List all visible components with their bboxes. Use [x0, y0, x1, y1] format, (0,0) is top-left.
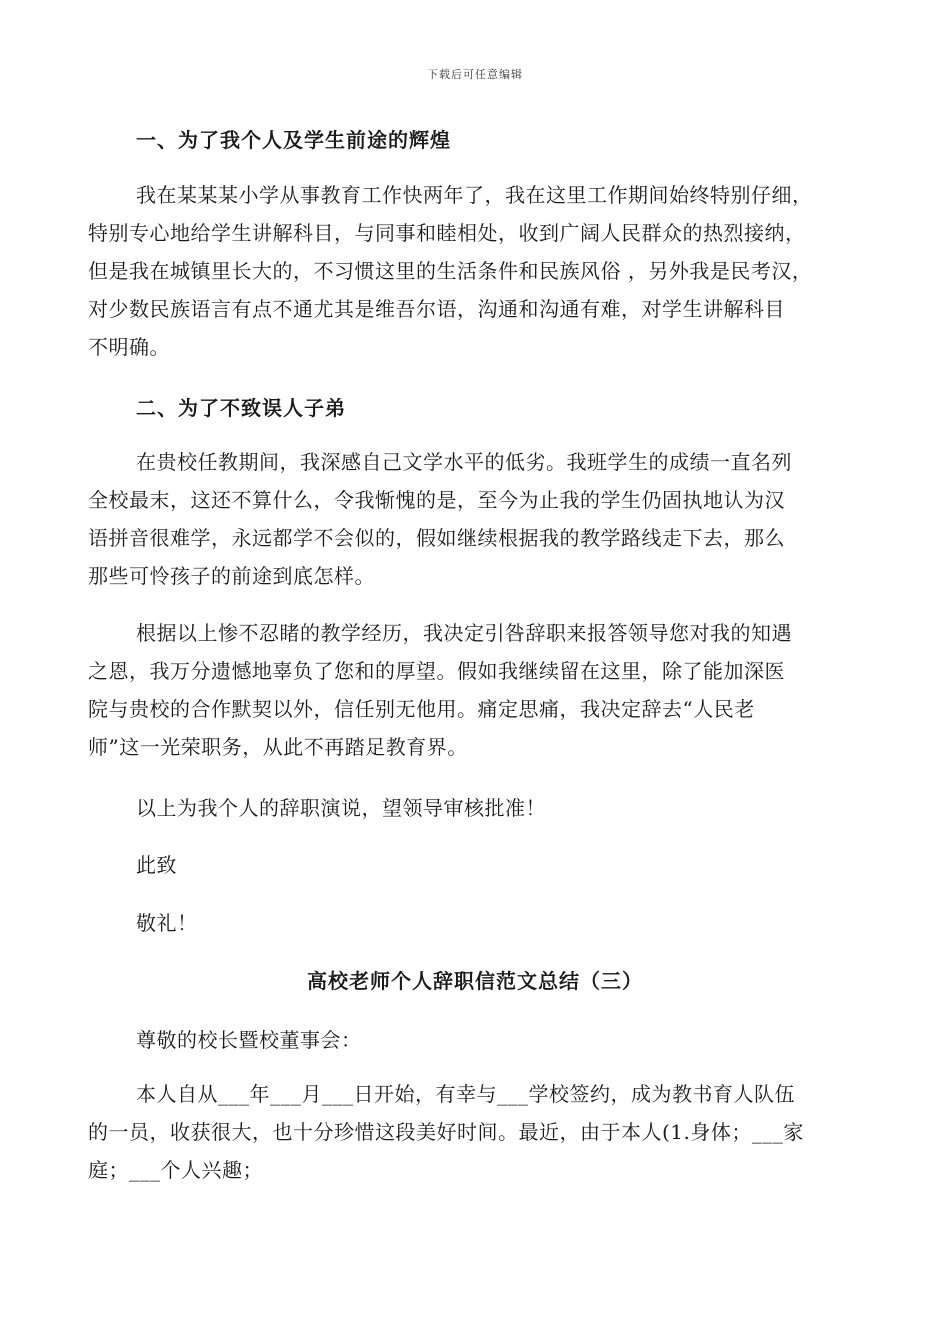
paragraph-line: 的一员，收获很大，也十分珍惜这段美好时间。最近，由于本人(1.身体；___家	[88, 1120, 804, 1144]
paragraph-line: 全校最末，这还不算什么，令我惭愧的是，至今为止我的学生仍固执地认为汉	[88, 488, 785, 512]
section3-title: 高校老师个人辞职信范文总结（三）	[307, 969, 643, 993]
section3-paragraph	[88, 1075, 868, 1189]
paragraph-line: 庭；___个人兴趣；	[88, 1158, 263, 1182]
section1-heading: 一、为了我个人及学生前途的辉煌	[136, 128, 451, 152]
paragraph-line: 师”这一光荣职务，从此不再踏足教育界。	[88, 735, 468, 759]
section2-heading: 二、为了不致误人子弟	[136, 396, 346, 420]
paragraph-line: 那些可怜孩子的前途到底怎样。	[88, 564, 375, 588]
closing-request: 以上为我个人的辞职演说，望领导审核批准！	[136, 796, 546, 820]
salutation-jing-li: 敬礼！	[136, 911, 198, 935]
paragraph-line: 根据以上惨不忍睹的教学经历，我决定引咎辞职来报答领导您对我的知遇	[136, 621, 792, 645]
paragraph-line: 特别专心地给学生讲解科目，与同事和睦相处，收到广阔人民群众的热烈接纳，	[88, 221, 806, 245]
paragraph-line: 院与贵校的合作默契以外，信任别无他用。痛定思痛，我决定辞去“人民老	[88, 697, 755, 721]
section1-paragraph	[88, 176, 868, 366]
letter-greeting: 尊敬的校长暨校董事会：	[136, 1028, 362, 1052]
paragraph-line: 在贵校任教期间，我深感自己文学水平的低劣。我班学生的成绩一直名列	[136, 450, 792, 474]
paragraph-line: 我在某某某小学从事教育工作快两年了，我在这里工作期间始终特别仔细，	[136, 183, 813, 207]
paragraph-line: 之恩，我万分遗憾地辜负了您和的厚望。假如我继续留在这里，除了能加深医	[88, 659, 785, 683]
paragraph-line: 但是我在城镇里长大的，不习惯这里的生活条件和民族风俗 ，另外我是民考汉，	[88, 259, 813, 283]
paragraph-line: 不明确。	[88, 335, 170, 359]
section2-paragraph-2	[88, 614, 868, 766]
salutation-ci-zhi: 此致	[136, 853, 177, 877]
header-note: 下载后可任意编辑	[427, 68, 523, 81]
paragraph-line: 本人自从___年___月___日开始，有幸与___学校签约，成为教书育人队伍	[136, 1082, 795, 1106]
section2-paragraph-1	[88, 443, 868, 595]
paragraph-line: 对少数民族语言有点不通尤其是维吾尔语，沟通和沟通有难，对学生讲解科目	[88, 297, 785, 321]
paragraph-line: 语拼音很难学，永远都学不会似的，假如继续根据我的教学路线走下去，那么	[88, 526, 785, 550]
